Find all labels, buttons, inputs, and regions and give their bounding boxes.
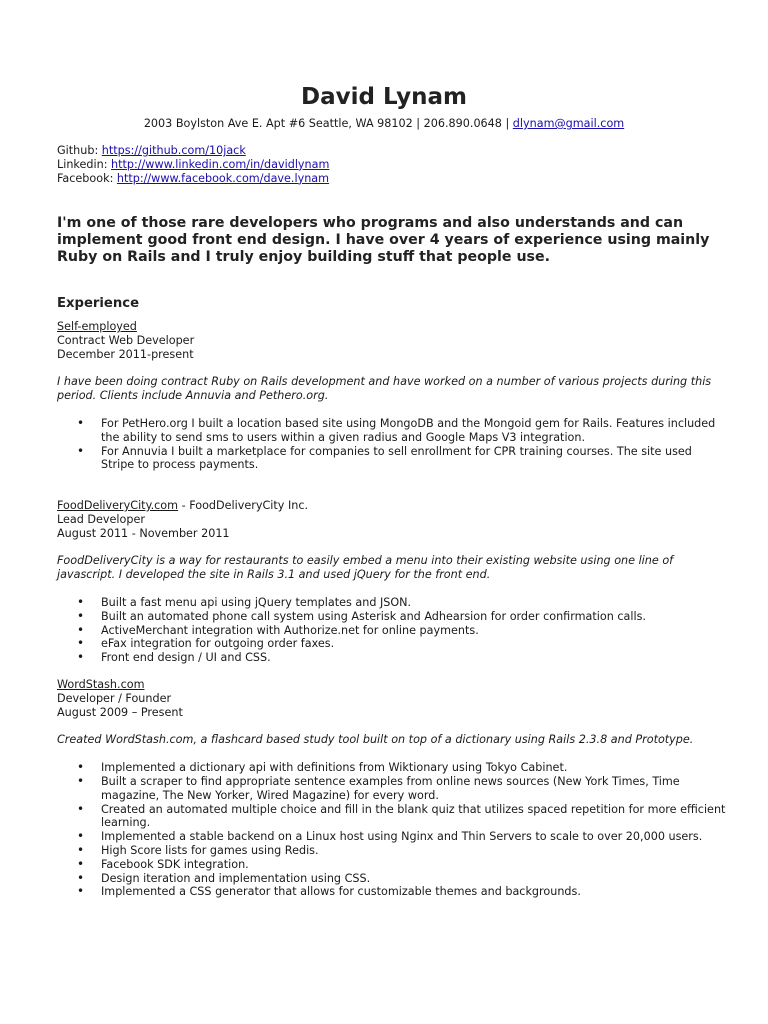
job-dates: August 2011 - November 2011: [57, 526, 230, 540]
email-link[interactable]: dlynam@gmail.com: [512, 117, 625, 130]
linkedin-line: [57, 158, 329, 172]
summary-paragraph: I'm one of those rare developers who programs and also understands and can implement good front end design. I have over 4 years of experience using mainly Ruby on Rails and I truly enjoy building stuff that people use.: [57, 215, 710, 265]
candidate-name: David Lynam: [301, 84, 467, 110]
job-description: I have been doing contract Ruby on Rails development and have worked on a number of various projects during this period. Clients include Annuvia and Pethero.org.: [57, 375, 712, 403]
facebook-line: [57, 172, 329, 186]
bullet-item: • ActiveMerchant integration with Authorize.net for online payments.: [57, 624, 727, 638]
facebook-link[interactable]: http://www.facebook.com/dave.lynam: [116, 171, 330, 185]
linkedin-link[interactable]: http://www.linkedin.com/in/davidlynam: [111, 157, 330, 171]
job-title: Developer / Founder: [57, 691, 172, 705]
bullet-item: • Facebook SDK integration.: [57, 858, 727, 872]
bullet-item: • For PetHero.org I built a location based site using MongoDB and the Mongoid gem for Rails. Features included the ability to send sms to users within a given radius and Google Maps V3 integration.: [57, 417, 727, 445]
job-bullets: [57, 417, 727, 472]
bullet-item: • Built a fast menu api using jQuery templates and JSON.: [57, 596, 727, 610]
job-description: FoodDeliveryCity is a way for restaurants to easily embed a menu into their existing website using one line of javascript. I developed the site in Rails 3.1 and used jQuery for the front end.: [57, 554, 674, 582]
linkedin-label: Linkedin:: [57, 157, 112, 171]
bullet-item: • Design iteration and implementation using CSS.: [57, 872, 727, 886]
bullet-item: • Built an automated phone call system using Asterisk and Adhearsion for order confirmation calls.: [57, 610, 727, 624]
job-bullets: [57, 761, 727, 899]
bullet-item: • Implemented a stable backend on a Linux host using Nginx and Thin Servers to scale to over 20,000 users.: [57, 830, 727, 844]
bullet-item: • Implemented a CSS generator that allows for customizable themes and backgrounds.: [57, 885, 727, 899]
bullet-item: • eFax integration for outgoing order faxes.: [57, 637, 727, 651]
profile-links: [57, 144, 329, 185]
employer-name: Self-employed: [57, 320, 137, 333]
address-text: 2003 Boylston Ave E. Apt #6 Seattle, WA 98102 | 206.890.0648 |: [143, 117, 513, 130]
job-entry-self-employed: [57, 320, 727, 472]
bullet-item: • High Score lists for games using Redis.: [57, 844, 727, 858]
facebook-label: Facebook:: [57, 171, 117, 185]
experience-heading: Experience: [57, 296, 140, 311]
job-entry-fooddeliverycity: [57, 499, 727, 665]
bullet-item: • Implemented a dictionary api with definitions from Wiktionary using Tokyo Cabinet.: [57, 761, 727, 775]
job-title: Contract Web Developer: [57, 333, 195, 347]
job-bullets: [57, 596, 727, 665]
job-title: Lead Developer: [57, 512, 145, 526]
job-dates: August 2009 – Present: [57, 705, 183, 719]
github-line: [57, 144, 329, 158]
bullet-item: • Built a scraper to find appropriate sentence examples from online news sources (New York Times, Time magazine, The New Yorker, Wired Magazine) for every word.: [57, 775, 727, 803]
contact-line: [0, 117, 768, 131]
employer-link[interactable]: WordStash.com: [57, 678, 145, 691]
employer-link[interactable]: FoodDeliveryCity.com: [57, 499, 179, 512]
employer-suffix: - FoodDeliveryCity Inc.: [178, 499, 309, 512]
github-label: Github:: [57, 144, 102, 157]
github-link[interactable]: https://github.com/10jack: [101, 144, 246, 157]
job-dates: December 2011-present: [57, 347, 194, 361]
bullet-item: • Created an automated multiple choice and fill in the blank quiz that utilizes spaced repetition for more efficient learning.: [57, 803, 727, 831]
job-description: Created WordStash.com, a flashcard based study tool built on top of a dictionary using Rails 2.3.8 and Prototype.: [57, 733, 694, 747]
bullet-item: • For Annuvia I built a marketplace for companies to sell enrollment for CPR training courses. The site used Stripe to process payments.: [57, 445, 727, 473]
job-entry-wordstash: [57, 678, 727, 899]
bullet-item: • Front end design / UI and CSS.: [57, 651, 727, 665]
